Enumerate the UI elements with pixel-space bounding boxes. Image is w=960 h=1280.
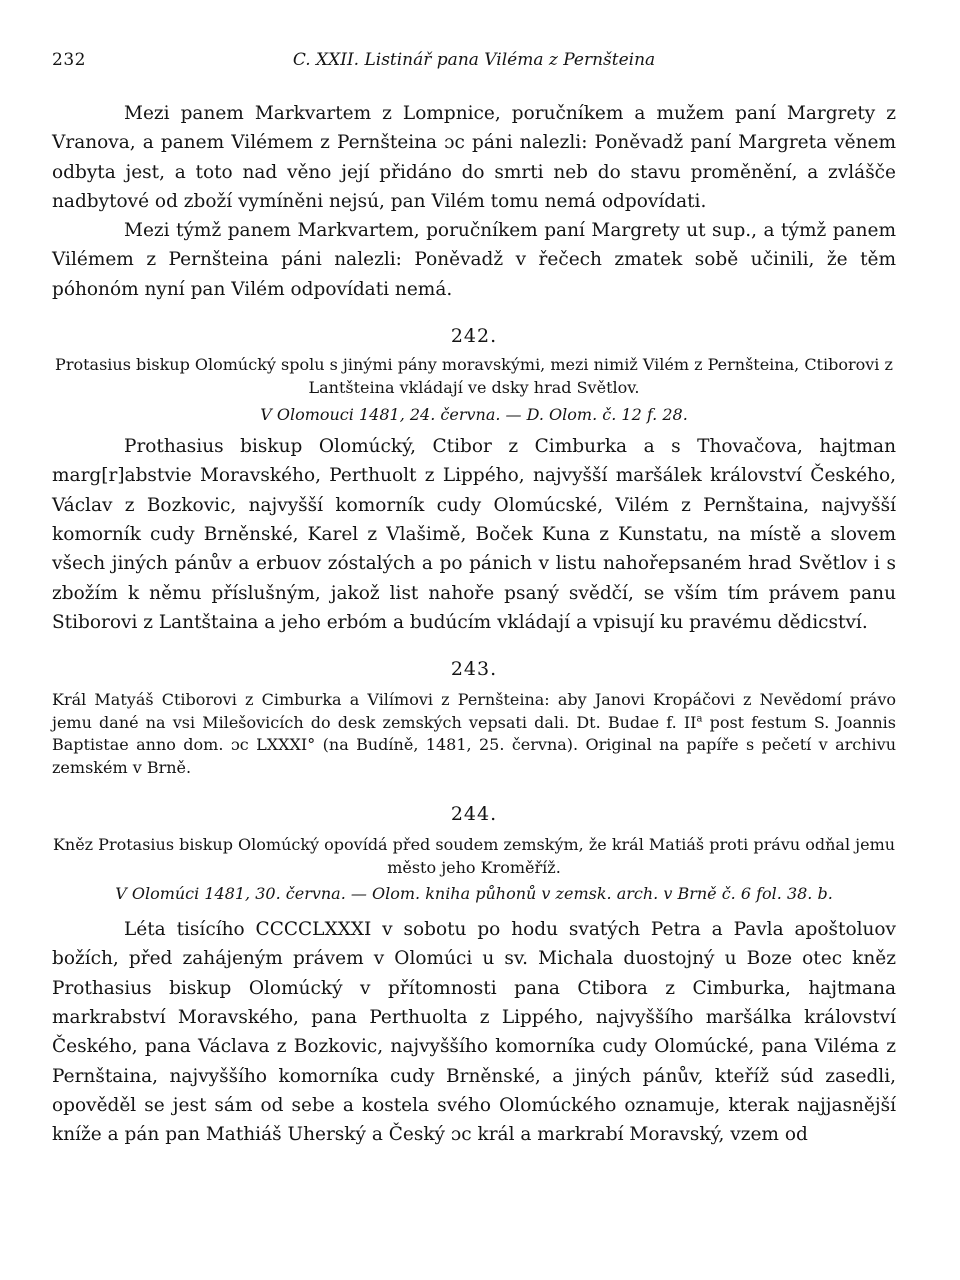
document-number-243: 243. bbox=[450, 658, 498, 681]
paragraph-2: Mezi týmž panem Markvartem, poručníkem paní Margrety ut sup., a týmž panem Vilémem z Pernšteina páni nalezli: Poněvadž v řečech zmatek sobě učinili, že těm póhonóm nyní pan Vilém odpovídati nemá. bbox=[52, 220, 896, 300]
running-title: C. XXII. Listinář pana Viléma z Pernšteina bbox=[292, 50, 656, 70]
regest-243-part-b: post festum S. Joannis Baptistae anno dom. ɔc LXXXI° (na Budíně, 1481, 25. června). Original na papíře s pečetí v archivu zemském v Brně. bbox=[52, 712, 897, 777]
regest-243 bbox=[52, 689, 896, 779]
page-number: 232 bbox=[52, 50, 86, 70]
regest-244: Kněz Protasius biskup Olomúcký opovídá před soudem zemským, že král Matiáš proti právu odňal jemu město jeho Kroměříž. bbox=[52, 835, 896, 877]
page-header bbox=[52, 50, 896, 84]
superscript-a: a bbox=[696, 713, 703, 725]
dating-242: V Olomouci 1481, 24. června. — D. Olom. č. 12 f. 28. bbox=[260, 405, 688, 425]
regest-242: Protasius biskup Olomúcký spolu s jinými pány moravskými, mezi nimiž Vilém z Pernšteina, Ctiborovi z Lantšteina vkládají ve dsky hrad Světlov. bbox=[55, 355, 893, 397]
document-number-242: 242. bbox=[450, 325, 498, 348]
document-number-244: 244. bbox=[450, 803, 498, 826]
regest-243-part-a: Král Matyáš Ctiborovi z Cimburka a Vilímovi z Pernšteina: aby Janovi Kropáčovi z Nevědomí právo jemu dané na vsi Milešovicích do desk zemských vepsati dali. Dt. Budae f. II bbox=[52, 690, 896, 732]
dating-244: V Olomúci 1481, 30. června. — Olom. kniha půhonů v zemsk. arch. v Brně č. 6 fol. 38. b. bbox=[115, 884, 833, 904]
paragraph-1: Mezi panem Markvartem z Lompnice, poručníkem a mužem paní Margrety z Vranova, a panem Vilémem z Pernšteina ɔc páni nalezli: Poněvadž paní Margreta věnem odbyta jest, a toto nad věno její přidáno do smrti neb do stavu proměnění, a zvlášče nadbytové od zboží vymíněni nejsú, pan Vilém tomu nemá odpovídati. bbox=[52, 103, 896, 212]
text-242: Prothasius biskup Olomúcký, Ctibor z Cimburka a s Thovačova, hajtman marg[r]abstvie Moravského, Perthuolt z Lippého, najvyšší maršálek království Českého, Václav z Bozkovic, najvyšší komorník cudy Olomúcské, Vilém z Pernštaina, najvyšší komorník cudy Brněnské, Karel z Vlašimě, Boček Kuna z Kunstatu, na místě a slovem všech jiných pánův a erbuov zóstalých a po pánich v listu nahořepsaném hrad Světlov i s zbožím k němu příslušným, jakož list nahoře psaný svědčí, se vším tím právem panu Stiborovi z Lantštaina a jeho erbóm a budúcím vkládají a vpisují ku pravému dědicství. bbox=[52, 436, 896, 633]
page bbox=[52, 50, 896, 1150]
text-244: Léta tisícího CCCCLXXXI v sobotu po hodu svatých Petra a Pavla apoštoluov božích, před zahájeným právem v Olomúci u sv. Michala duostojný u Boze otec kněz Prothasius biskup Olomúcký v přítomnosti pana Ctibora z Cimburka, hajtmana markrabství Moravského, pana Perthuolta z Lippého, najvyššího maršálka království Českého, pana Václava z Bozkovic, najvyššího komorníka cudy Olomúcké, pana Viléma z Pernštaina, najvyššího komorníka cudy Brněnské, a jiných pánův, kteříž súd zasedli, opověděl se jest sám od sebe a kostela svého Olomúckého oznamuje, kterak najjasnější kníže a pán pan Mathiáš Uherský a Český ɔc král a markrabí Moravský, vzem od bbox=[52, 919, 896, 1146]
